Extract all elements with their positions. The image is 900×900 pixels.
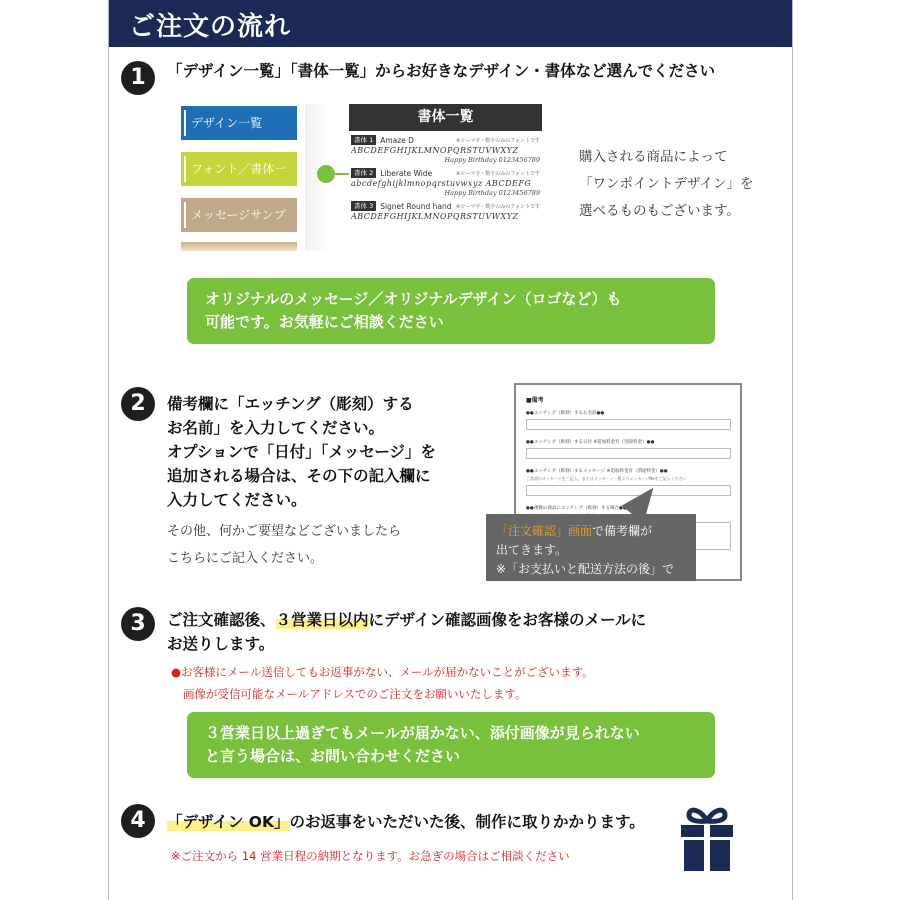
menu-item-partial: [181, 242, 297, 251]
menu-item-design-list[interactable]: [181, 106, 297, 140]
step-3-green-note: [187, 712, 715, 778]
callout-text: 出てきます。: [496, 543, 568, 557]
font-name: Liberate Wide: [380, 168, 433, 178]
menu-item-label: メッセージサンプ: [191, 208, 286, 222]
step-2-title-line: オプションで「日付」「メッセージ」を: [167, 443, 436, 461]
step-2-title-line: 入力してください。: [167, 491, 307, 509]
side-text-line: 購入される商品によって: [579, 149, 728, 165]
side-text-line: 「ワンポイントデザイン」を: [579, 176, 754, 192]
green-note-line: 可能です。お気軽にご相談ください: [205, 313, 444, 331]
header-bar: [109, 0, 792, 47]
bullet-dot-icon: ●: [171, 665, 182, 679]
step-1-number: 1: [121, 61, 155, 95]
name-field: [526, 419, 731, 430]
menu-item-font-list[interactable]: [181, 152, 297, 186]
font-sample: ABCDEFGHIJKLMNOPQRSTUVWXYZ: [351, 212, 519, 221]
green-note-line: と言う場合は、お問い合わせください: [205, 747, 461, 765]
font-panel-title: 書体一覧: [349, 104, 542, 131]
font-badge: 書体 1: [351, 135, 376, 145]
step-4-title-post: のお返事をいただいた後、制作に取りかかります。: [289, 813, 645, 831]
font-entry: [351, 201, 540, 221]
font-badge: 書体 3: [351, 201, 376, 211]
sub-text-line: こちらにご記入ください。: [167, 551, 324, 566]
step-3-number: 3: [121, 607, 155, 641]
step-3-title-highlight: ３営業日以内: [275, 611, 369, 629]
form-label: ●●エッチング（彫刻）するお名前●●: [526, 411, 605, 416]
date-field: [526, 448, 731, 459]
step-4-title: [167, 810, 687, 834]
step-2-title-line: 備考欄に「エッチング（彫刻）する: [167, 395, 414, 413]
font-name: Signet Round hand: [380, 201, 452, 211]
font-note: ※ローマ字・数字のみのフォントです: [456, 170, 540, 177]
callout-text: で備考欄が: [592, 524, 653, 538]
menu-item-label: フォント／書体一: [191, 162, 287, 176]
callout-highlight: 「注文確認」画面: [496, 524, 593, 538]
menu-item-message-sample[interactable]: [181, 198, 297, 232]
message-field: [526, 485, 731, 496]
step-2-title-line: 追加される場合は、その下の記入欄に: [167, 467, 431, 485]
font-entry: [351, 168, 540, 197]
form-title: ■備考: [526, 397, 544, 404]
warning-line: お客様にメール送信してもお返事がない、メールが届かないことがございます。: [181, 665, 594, 679]
step-1-green-note: [187, 278, 715, 344]
menu-item-label: デザイン一覧: [191, 116, 263, 130]
step-3-title: [167, 608, 757, 656]
font-badge: 書体 2: [351, 168, 376, 178]
font-sample-line: Happy Birthday 0123456789: [444, 156, 540, 164]
font-sample: ABCDEFGHIJKLMNOPQRSTUVWXYZ: [351, 146, 519, 155]
warning-line: 画像が受信可能なメールアドレスでのご注文をお願いいたします。: [183, 687, 527, 701]
step-1-side-text: [579, 144, 779, 225]
step-2-sub-text: [167, 518, 457, 572]
font-note: ※ローマ字・数字のみのフォントです: [456, 137, 540, 144]
green-note-line: オリジナルのメッセージ／オリジナルデザイン（ロゴなど）も: [205, 290, 622, 308]
form-label: ●●エッチング（彫刻）する日付 ※追加料金有（別途料金）●●: [526, 440, 655, 445]
step-4-number: 4: [121, 804, 155, 838]
font-sample-line: Happy Birthday 0123456789: [444, 189, 540, 197]
form-label: ●●エッチング（彫刻）するメッセージ ※追加料金有（別途料金）●●: [526, 469, 668, 474]
step-4-note: ※ご注文から 14 営業日程の納期となります。お急ぎの場合はご相談ください: [171, 849, 570, 863]
order-flow-panel: [108, 0, 793, 900]
step-2-title: [167, 392, 477, 512]
callout-box: [486, 514, 696, 595]
step-3-title-post: にデザイン確認画像をお客様のメールに: [368, 611, 647, 629]
form-label: ●●複数の商品にエッチング（彫刻）する場合●●: [526, 506, 627, 511]
callout-text: ※「お支払いと配送方法の後」です: [496, 562, 675, 595]
step-3-warning: [171, 661, 771, 705]
sub-text-line: その他、何かご要望などございましたら: [167, 524, 402, 539]
gift-box-icon: [681, 805, 733, 871]
font-sample: abcdefghijklmnopqrstuvwxyz ABCDEFG: [351, 179, 532, 188]
page-title: ご注文の流れ: [129, 12, 292, 42]
step-2-title-line: お名前」を入力してください。: [167, 419, 385, 437]
font-note: ※ローマ字・数字のみのフォントです: [456, 203, 540, 210]
font-name: Amaze D: [380, 135, 414, 145]
form-note: ご希望のメッセージをご記入。またはメッセージ一覧よりメッセージNoをご記入ください: [526, 476, 687, 481]
side-text-line: 選べるものもございます。: [579, 203, 740, 219]
step-3-title-line2: お送りします。: [167, 635, 275, 653]
step-1-title: 「デザイン一覧」「書体一覧」からお好きなデザイン・書体など選んでください: [167, 62, 716, 80]
green-note-line: ３営業日以上過ぎてもメールが届かない、添付画像が見られない: [205, 724, 640, 742]
step-2-number: 2: [121, 387, 155, 421]
step-3-title-pre: ご注文確認後、: [167, 611, 276, 629]
font-entry: [351, 135, 540, 164]
step-4-title-highlight: 「デザイン OK」: [167, 813, 290, 831]
font-list-panel: [349, 104, 542, 251]
